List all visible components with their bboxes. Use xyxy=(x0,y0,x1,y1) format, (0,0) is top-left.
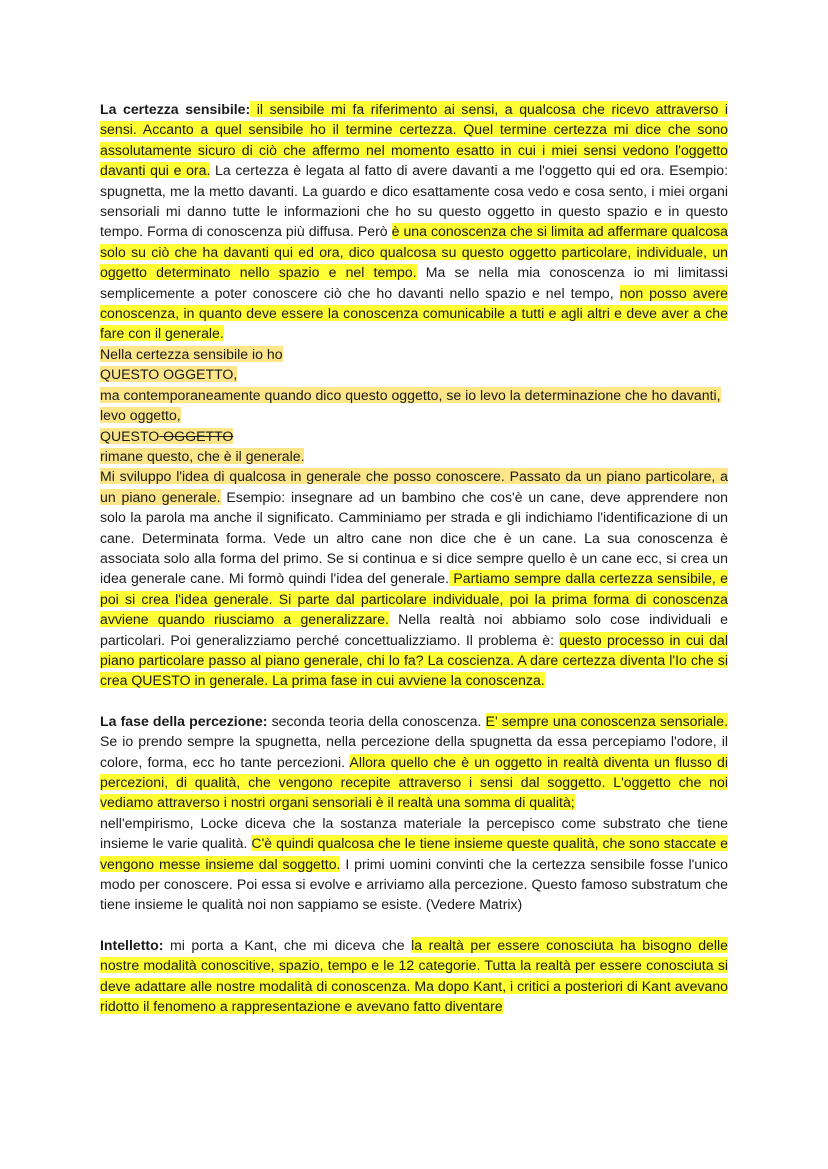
highlighted-text: QUESTO xyxy=(100,427,160,444)
highlighted-text: E' sempre una conoscenza sensoriale. xyxy=(485,712,729,729)
highlighted-text: Allora quello che è un oggetto in realtà diventa un flusso di percezioni, di qualità, che vengono recepite attraverso i sensi dal soggetto. L'oggetto che noi vediamo attraverso i nostri organi sensoriali è il realtà una somma di qualità; xyxy=(100,753,728,811)
line-contemporaneamente xyxy=(100,385,728,426)
body-text: Se io prendo sempre la spugnetta, nella percezione della spugnetta da essa percepiamo l'odore, il colore, forma, ecc ho tante percezioni. xyxy=(100,733,728,770)
highlighted-text: rimane questo, che è il generale. xyxy=(100,447,305,464)
body-text: Nella realtà noi abbiamo solo cose individuali e particolari. Poi generalizziamo perché concettualizziamo. Il problema è: xyxy=(100,611,728,648)
body-text: Ma se nella mia conoscenza io mi limitassi semplicemente a poter conoscere ciò che ho davanti nello spazio e nel tempo, xyxy=(100,264,728,301)
body-text: I primi uomini convinti che la certezza sensibile fosse l'unico modo per conoscere. Poi essa si evolve e arriviamo alla percezione. Questo famoso substratum che tiene insieme le qualità noi non sappiamo se esiste. (Vedere Matrix) xyxy=(100,855,728,913)
line-questo-oggetto xyxy=(100,364,728,384)
highlighted-text: è una conoscenza che si limita ad affermare qualcosa solo su ciò che ha davanti qui ed ora, dico qualcosa su questo oggetto particolare, individuale, un oggetto determinato nello spazio e nel tempo. xyxy=(100,223,728,281)
body-text: nell'empirismo, Locke diceva che la sostanza materiale la percepisco come substrato che tiene insieme le varie qualità. xyxy=(100,814,728,852)
heading-certezza-sensibile: La certezza sensibile: xyxy=(100,101,251,117)
paragraph-gap xyxy=(100,691,728,711)
paragraph-intelletto xyxy=(100,935,728,1017)
highlighted-text: non posso avere conoscenza, in quanto deve essere la conoscenza comunicabile a tutti e agli altri e deve aver a che fare con il generale. xyxy=(100,284,728,342)
highlighted-text: Mi sviluppo l'idea di qualcosa in generale che posso conoscere. Passato da un piano particolare, a un piano generale. xyxy=(100,468,728,505)
highlighted-text: il sensibile mi fa riferimento ai sensi, a qualcosa che ricevo attraverso i sensi. Accanto a quel sensibile ho il termine certezza. Quel termine certezza mi dice che sono assolutamente sicuro di ciò che affermo nel momento esatto in cui i miei sensi vedono l'oggetto davanti qui e ora. xyxy=(100,101,728,179)
highlighted-text: Nella certezza sensibile io ho xyxy=(100,345,283,362)
body-text: mi porta a Kant, che mi diceva che xyxy=(163,936,412,953)
highlighted-text: QUESTO OGGETTO, xyxy=(100,366,238,383)
highlighted-text: C'è quindi qualcosa che le tiene insieme queste qualità, che sono staccate e vengono messe insieme dal soggetto. xyxy=(100,835,728,872)
paragraph-idea-generale xyxy=(100,466,728,690)
body-text: seconda teoria della conoscenza. xyxy=(267,712,486,729)
line-rimane-questo xyxy=(100,446,728,466)
highlighted-text: Partiamo sempre dalla certezza sensibile, e poi si crea l'idea generale. Si parte dal particolare individuale, poi la prima forma di conoscenza avviene quando riusciamo a generalizzare. xyxy=(100,570,728,628)
highlighted-text: questo processo in cui dal piano particolare passo al piano generale, chi lo fa? La coscienza. A dare certezza diventa l'Io che si crea QUESTO in generale. La prima fase in cui avviene la conoscenza. xyxy=(100,631,728,689)
paragraph-certezza-sensibile xyxy=(100,99,728,344)
line-questo-struck xyxy=(100,426,728,446)
paragraph-empirismo xyxy=(100,813,728,915)
heading-percezione: La fase della percezione: xyxy=(100,712,268,729)
document-body xyxy=(100,99,728,1016)
heading-intelletto: Intelletto: xyxy=(100,936,164,953)
body-text: La certezza è legata al fatto di avere davanti a me l'oggetto qui ed ora. Esempio: spugnetta, me la metto davanti. La guardo e dico esattamente cosa vedo e cosa sento, i miei organi sensoriali mi danno tutte le informazioni che ho su questo oggetto in questo spazio e in questo tempo. Forma di conoscenza più diffusa. Però xyxy=(100,162,728,240)
highlighted-text: la realtà per essere conosciuta ha bisogno delle nostre modalità conoscitive, spazio, tempo e le 12 categorie. Tutta la realtà per essere conosciuta si deve adattare alle nostre modalità di conoscenza. Ma dopo Kant, i critici a posteriori di Kant avevano ridotto il fenomeno a rappresentazione e avevano fatto diventare xyxy=(100,936,728,1015)
highlighted-text: ma contemporaneamente quando dico questo oggetto, se io levo la determinazione che ho davanti, levo oggetto, xyxy=(100,386,721,424)
body-text: Esempio: insegnare ad un bambino che cos'è un cane, deve apprendere non solo la parola ma anche il significato. Camminiamo per strada e gli indichiamo l'identificazione di un cane. Determinata forma. Vede un altro cane non dice che è un cane. La sua conoscenza è associata solo alla forma del primo. Se si continua e si dice sempre quello è un cane ecc, si crea un idea generale cane. Mi formò quindi l'idea del generale. xyxy=(100,488,729,587)
struck-text: OGGETTO xyxy=(159,427,234,444)
paragraph-gap xyxy=(100,915,728,935)
paragraph-percezione xyxy=(100,711,728,813)
line-certezza-io-ho xyxy=(100,344,728,364)
